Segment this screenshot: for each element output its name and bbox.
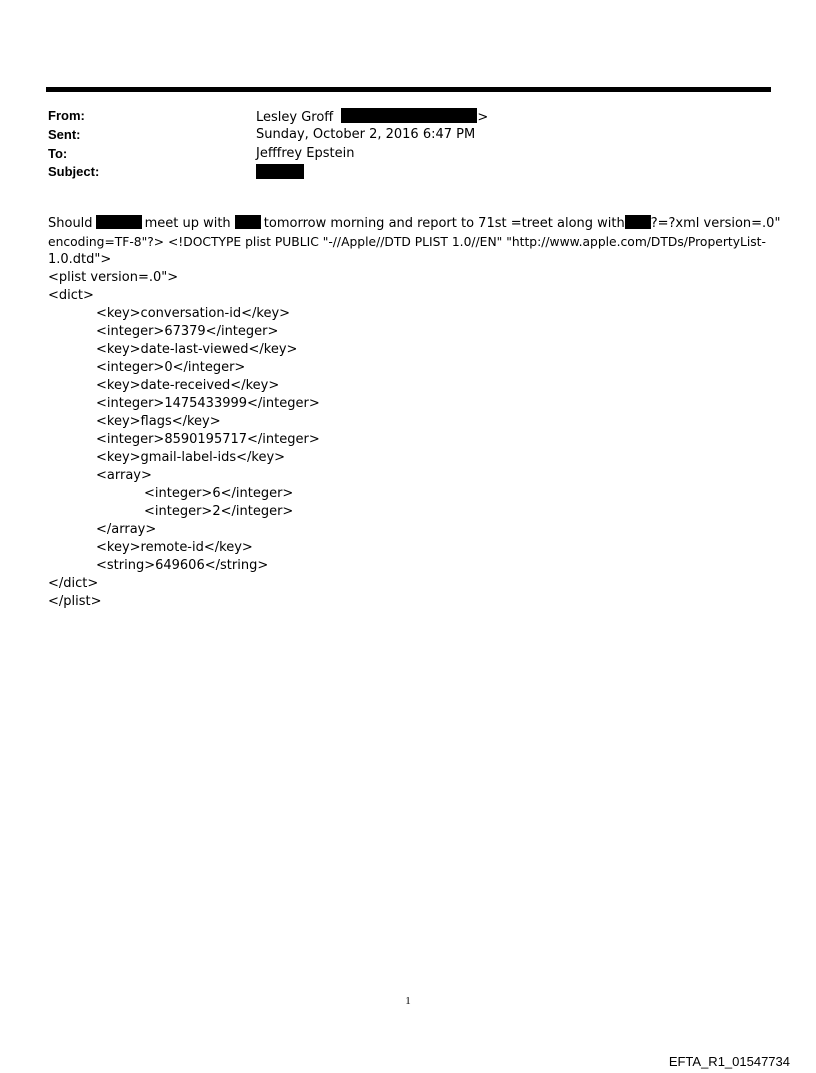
header-rule (46, 87, 771, 92)
body-line (48, 215, 781, 233)
dict-close: </dict> (48, 576, 99, 591)
subject-value (256, 164, 304, 181)
redaction-box (625, 215, 651, 229)
dict-entry: <key>date-received</key> (96, 378, 280, 393)
body-line: 1.0.dtd"> (48, 252, 112, 267)
dict-entry: <key>remote-id</key> (96, 540, 253, 555)
sent-label: Sent: (48, 127, 81, 142)
dict-entry: <key>gmail-label-ids</key> (96, 450, 286, 465)
array-close: </array> (96, 522, 157, 537)
redaction-box (235, 215, 261, 229)
dict-entry: <array> (96, 468, 152, 483)
sender-name: Lesley Groff (256, 110, 334, 125)
from-value (256, 108, 488, 125)
dict-entry: <integer>67379</integer> (96, 324, 279, 339)
sent-value: Sunday, October 2, 2016 6:47 PM (256, 127, 476, 142)
document-id: EFTA_R1_01547734 (668, 1054, 790, 1069)
redaction-box (341, 108, 477, 123)
page-number: 1 (405, 995, 411, 1007)
to-value: Jefffrey Epstein (256, 146, 355, 161)
email-body (48, 215, 781, 611)
dict-entry: <integer>1475433999</integer> (96, 396, 320, 411)
plist-open: <plist version=.0"> (48, 270, 179, 285)
array-entry: <integer>2</integer> (144, 504, 294, 519)
from-label: From: (48, 108, 85, 123)
body-text-segment: ?=?xml version=.0" (650, 216, 781, 231)
redaction-box (256, 164, 304, 179)
dict-entry: <integer>8590195717</integer> (96, 432, 320, 447)
body-text-segment: meet up with (144, 216, 231, 231)
dict-entry: <string>649606</string> (96, 558, 269, 573)
array-entry: <integer>6</integer> (144, 486, 294, 501)
redaction-box (96, 215, 142, 229)
dict-entry: <key>conversation-id</key> (96, 306, 291, 321)
dict-entry: <integer>0</integer> (96, 360, 246, 375)
body-text-segment: tomorrow morning and report to 71st =treet along with (263, 216, 625, 231)
dict-entry: <key>flags</key> (96, 414, 221, 429)
body-text-segment: Should (48, 216, 93, 231)
to-label: To: (48, 146, 68, 161)
subject-label: Subject: (48, 164, 100, 179)
from-trailing: > (477, 110, 489, 125)
dict-open: <dict> (48, 288, 94, 303)
plist-close: </plist> (48, 594, 102, 609)
body-line: encoding=TF-8"?> <!DOCTYPE plist PUBLIC "-//Apple//DTD PLIST 1.0//EN" "http://www.apple.com/DTDs/PropertyList- (48, 235, 766, 249)
dict-entry: <key>date-last-viewed</key> (96, 342, 298, 357)
